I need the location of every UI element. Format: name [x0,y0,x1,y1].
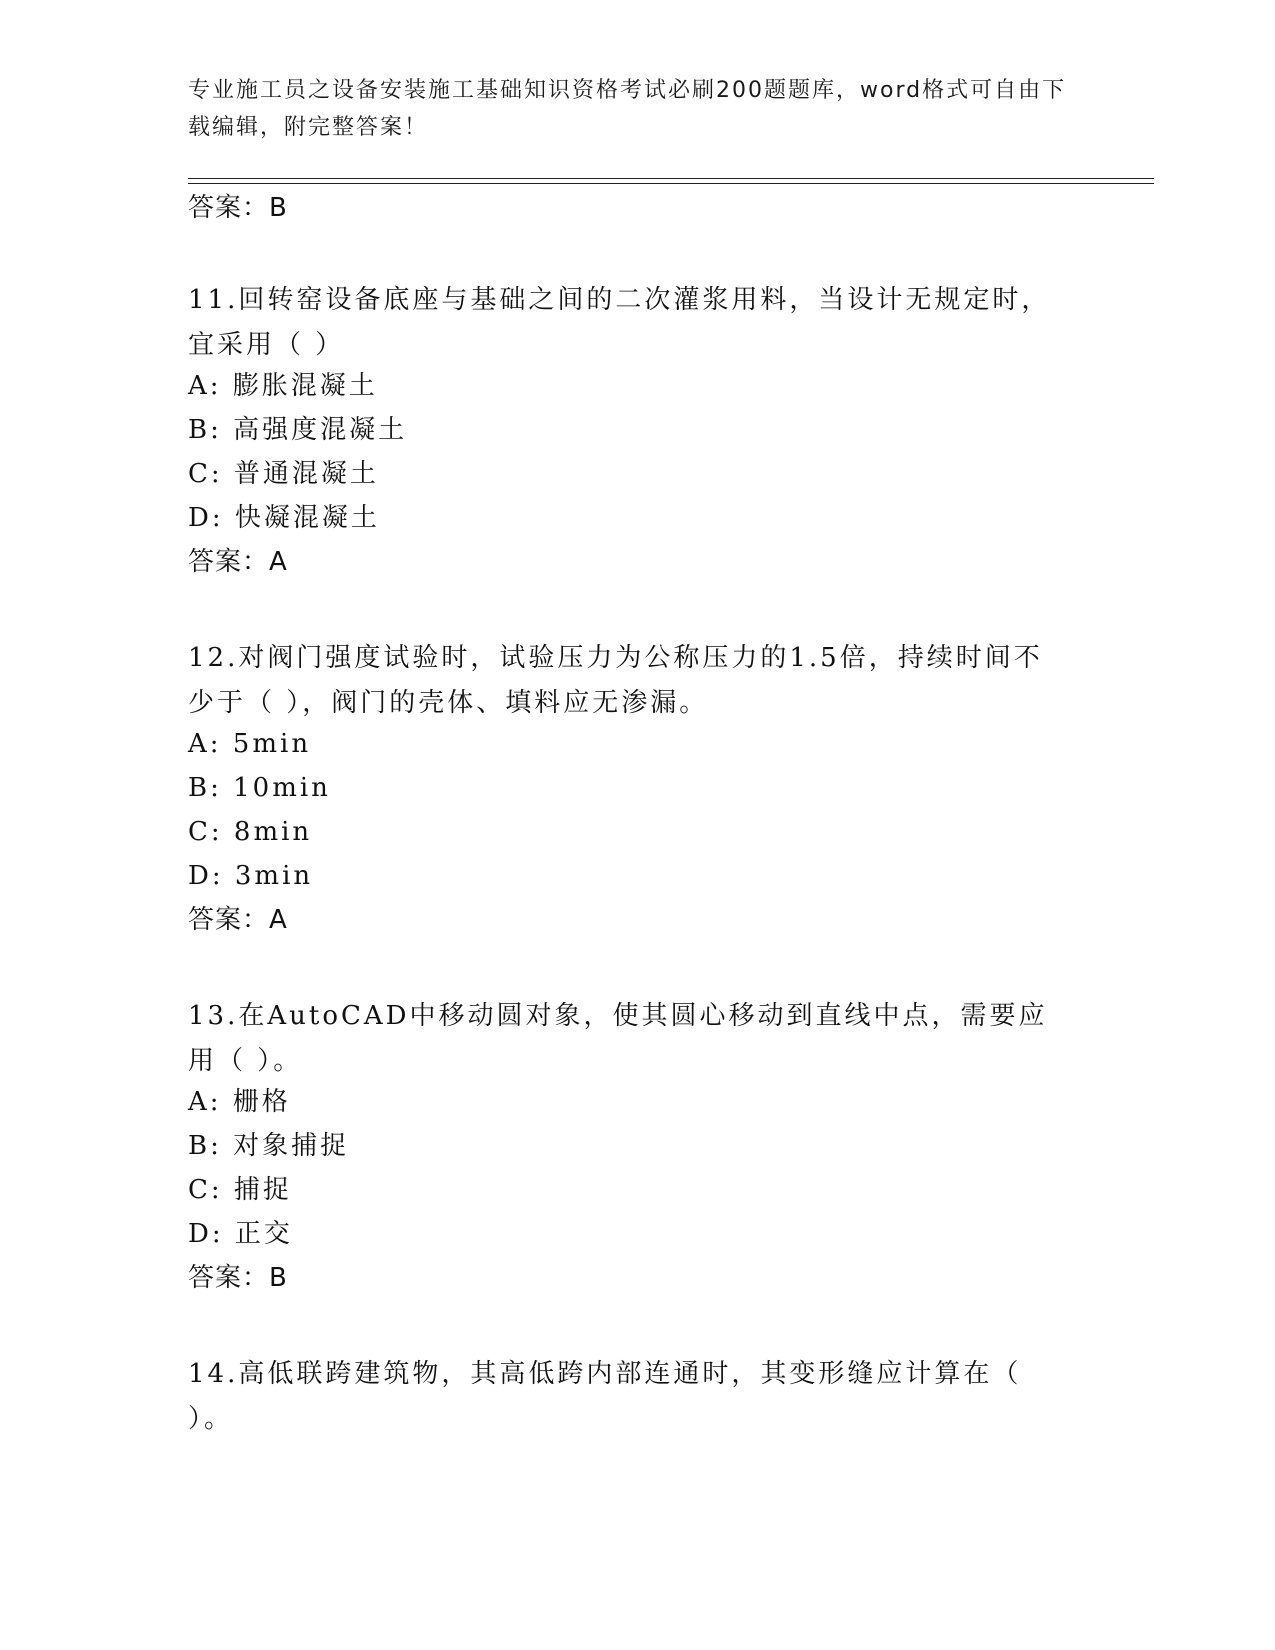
question-11-option-c: C: 普通混凝土 [188,459,379,489]
question-13-option-a: A: 栅格 [188,1087,291,1117]
question-11-text: 11.回转窑设备底座与基础之间的二次灌浆用料，当设计无规定时，宜采用（ ） [188,285,1051,360]
answer-prev: 答案：B [188,193,288,223]
question-13-text: 13.在AutoCAD中移动圆对象，使其圆心移动到直线中点，需要应用（ ）。 [188,1001,1048,1076]
header-divider-top [188,178,1154,179]
question-13-option-c: C: 捕捉 [188,1175,292,1205]
question-14-text: 14.高低联跨建筑物，其高低跨内部连通时，其变形缝应计算在（ ）。 [188,1359,1022,1434]
question-11-option-b: B: 高强度混凝土 [188,415,408,445]
document-header: 专业施工员之设备安装施工基础知识资格考试必刷200题题库，word格式可自由下载编辑，附完整答案！ [188,78,1067,140]
question-12-option-a: A: 5min [188,729,312,759]
question-13-option-d: D: 正交 [188,1219,293,1249]
header-divider-bottom [188,183,1154,184]
question-12-text: 12.对阀门强度试验时，试验压力为公称压力的1.5倍，持续时间不少于（ ），阀门的壳体、填料应无渗漏。 [188,643,1043,718]
question-12-answer: 答案：A [188,905,288,935]
question-12-option-c: C: 8min [188,817,313,847]
question-13-option-b: B: 对象捕捉 [188,1131,350,1161]
question-12-option-b: B: 10min [188,773,331,803]
question-11-option-a: A: 膨胀混凝土 [188,371,378,401]
question-11-option-d: D: 快凝混凝土 [188,503,380,533]
question-11-answer: 答案：A [188,547,288,577]
question-12-option-d: D: 3min [188,861,314,891]
question-13-answer: 答案：B [188,1263,288,1293]
